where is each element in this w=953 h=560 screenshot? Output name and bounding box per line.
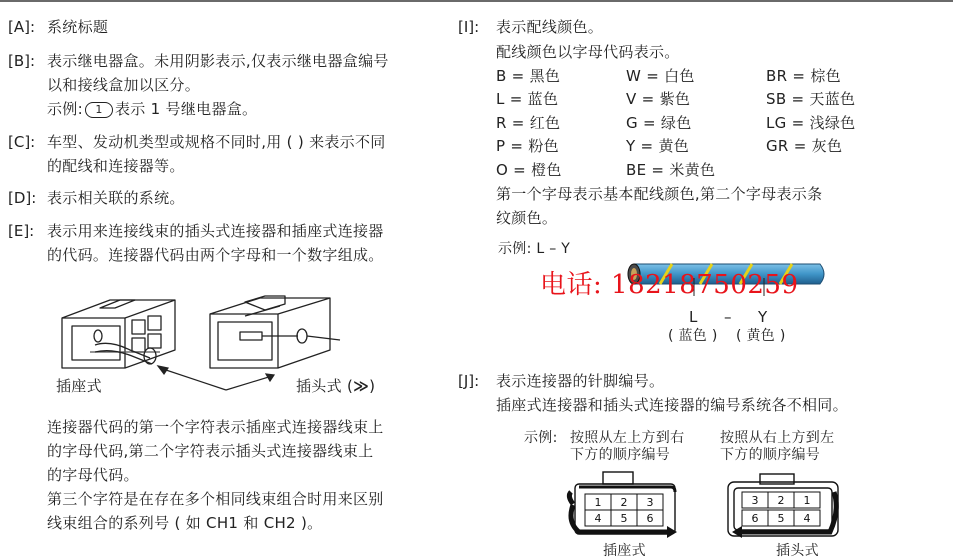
b-example-prefix: 示例: <box>47 100 83 118</box>
j-plug-desc2: 下方的顺序编号 <box>720 447 821 463</box>
color-code: SB = 天蓝色 <box>766 90 856 108</box>
color-code: BE = 米黄色 <box>626 161 716 179</box>
color-code: L = 蓝色 <box>496 90 559 108</box>
i-note2: 纹颜色。 <box>496 209 558 227</box>
b-line2: 以和接线盒加以区分。 <box>47 76 201 94</box>
j-text: 表示连接器的针脚编号。 <box>496 372 665 390</box>
para-line2: 的字母代码,第二个字符表示插头式连接器线束上 <box>47 442 374 460</box>
color-code: Y = 黄色 <box>626 137 690 155</box>
connector-drawing <box>40 290 390 390</box>
fig-label-plug-end: ) <box>369 377 376 395</box>
phone-watermark: 电话: 18218750259 <box>540 270 799 300</box>
socket-pin: 6 <box>646 512 654 525</box>
plug-pin: 3 <box>751 494 759 507</box>
plug-pin: 4 <box>803 512 811 525</box>
color-code: LG = 浅绿色 <box>766 114 856 132</box>
tag-j: [J]: <box>458 372 480 390</box>
para-line1: 连接器代码的第一个字符表示插座式连接器线束上 <box>47 418 384 436</box>
tag-d: [D]: <box>8 189 37 207</box>
socket-label: 插座式 <box>603 543 646 559</box>
b-line1: 表示继电器盒。未用阴影表示,仅表示继电器盒编号 <box>47 52 389 70</box>
fig-label-plug <box>296 377 375 395</box>
plug-pin-diagram <box>720 470 850 540</box>
color-code: P = 粉色 <box>496 137 559 155</box>
j-sub: 插座式连接器和插头式连接器的编号系统各不相同。 <box>496 396 848 414</box>
wire-label-y-cn: ( 黄色 ) <box>736 328 786 344</box>
para-line3: 的字母代码。 <box>47 466 139 484</box>
fig-label-plug-text: 插头式 ( <box>296 377 354 395</box>
socket-pin: 5 <box>620 512 628 525</box>
plug-symbol-icon: ≫ <box>353 377 370 395</box>
wire-label-l-cn: ( 蓝色 ) <box>668 328 718 344</box>
tag-i: [I]: <box>458 18 480 36</box>
socket-pin-diagram <box>565 470 685 540</box>
plug-pin: 2 <box>777 494 785 507</box>
socket-pin: 3 <box>646 496 654 509</box>
b-example <box>47 100 257 118</box>
wire-label-l: L <box>689 308 698 326</box>
socket-pin: 2 <box>620 496 628 509</box>
b-example-suffix: 表示 1 号继电器盒。 <box>114 100 258 118</box>
tag-b: [B]: <box>8 52 36 70</box>
para-line4: 第三个字符是在存在多个相同线束组合时用来区别 <box>47 490 384 508</box>
plug-pin: 5 <box>777 512 785 525</box>
plug-label: 插头式 <box>776 543 819 559</box>
i-text: 表示配线颜色。 <box>496 18 604 36</box>
color-code: R = 红色 <box>496 114 561 132</box>
color-code: O = 橙色 <box>496 161 562 179</box>
tag-c: [C]: <box>8 133 36 151</box>
wire-label-y: Y <box>758 308 768 326</box>
j-socket-desc2: 下方的顺序编号 <box>570 447 671 463</box>
plug-pin: 1 <box>803 494 811 507</box>
c-line2: 的配线和连接器等。 <box>47 157 185 175</box>
j-example-prefix: 示例: <box>524 430 558 446</box>
socket-pin: 1 <box>594 496 602 509</box>
c-line1: 车型、发动机类型或规格不同时,用 ( ) 来表示不同 <box>47 133 386 151</box>
d-text: 表示相关联的系统。 <box>47 189 185 207</box>
j-plug-desc1: 按照从右上方到左 <box>720 430 835 446</box>
e-line1: 表示用来连接线束的插头式连接器和插座式连接器 <box>47 222 384 240</box>
color-code: G = 绿色 <box>626 114 692 132</box>
socket-pin: 4 <box>594 512 602 525</box>
i-sub: 配线颜色以字母代码表示。 <box>496 43 680 61</box>
tag-e: [E]: <box>8 222 35 240</box>
i-note1: 第一个字母表示基本配线颜色,第二个字母表示条 <box>496 185 823 203</box>
top-rule <box>0 0 953 2</box>
para-line5: 线束组合的系列号 ( 如 CH1 和 CH2 )。 <box>47 514 323 532</box>
tag-a: [A]: <box>8 18 36 36</box>
j-socket-desc1: 按照从左上方到右 <box>570 430 685 446</box>
wire-example: 示例: L – Y <box>498 241 571 257</box>
color-code: B = 黑色 <box>496 67 561 85</box>
relay-box-circle-icon: 1 <box>85 102 113 118</box>
color-code: W = 白色 <box>626 67 695 85</box>
a-text: 系统标题 <box>47 18 109 36</box>
fig-label-socket: 插座式 <box>56 377 102 395</box>
e-line2: 的代码。连接器代码由两个字母和一个数字组成。 <box>47 246 384 264</box>
color-code: V = 紫色 <box>626 90 691 108</box>
wire-label-dash: – <box>724 308 732 326</box>
color-code: GR = 灰色 <box>766 137 843 155</box>
color-code: BR = 棕色 <box>766 67 841 85</box>
plug-pin: 6 <box>751 512 759 525</box>
